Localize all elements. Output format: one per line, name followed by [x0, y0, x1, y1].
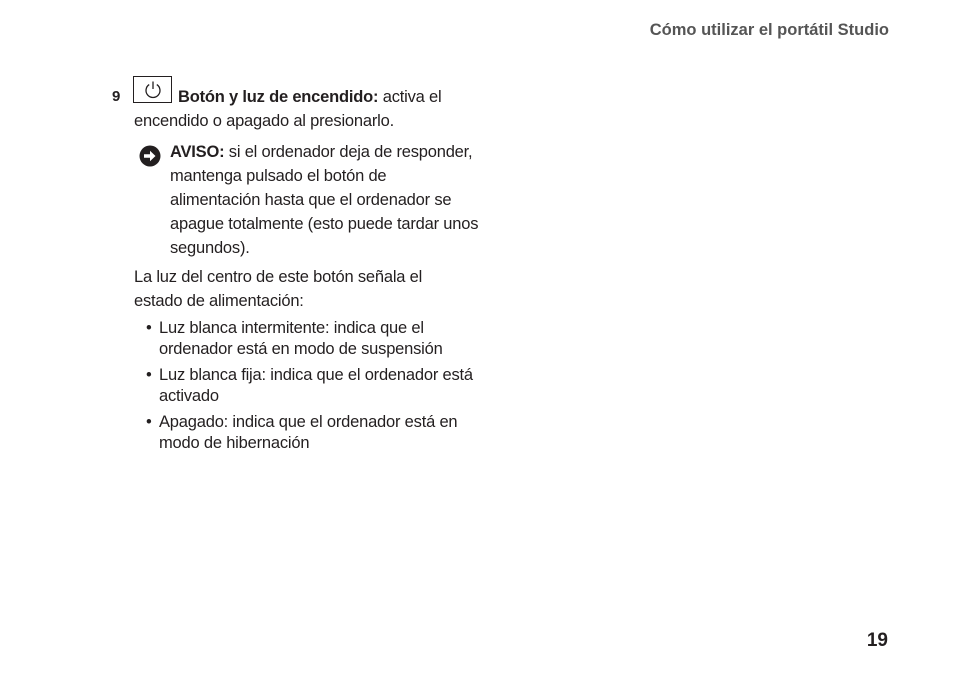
notice-label: AVISO: [170, 143, 225, 161]
notice [170, 140, 480, 260]
list-item-text: Apagado: indica que el ordenador está en modo de hibernación [159, 413, 458, 452]
item-number: 9 [112, 88, 121, 105]
list-item: • Luz blanca fija: indica que el ordenador está activado [146, 366, 473, 405]
list-item-text: Luz blanca fija: indica que el ordenador está activado [159, 366, 473, 405]
status-intro: La luz del centro de este botón señala el estado de alimentación: [134, 268, 423, 310]
running-header: Cómo utilizar el portátil Studio [649, 21, 889, 39]
notice-arrow-icon [139, 145, 161, 172]
item-heading: Botón y luz de encendido: [178, 88, 379, 106]
status-list [146, 318, 486, 459]
notice-text: si el ordenador deja de responder, mantenga pulsado el botón de alimentación hasta que el ordenador se apague totalmente (esto puede tardar unos segundos). [170, 143, 479, 257]
list-item: • Luz blanca intermitente: indica que el ordenador está en modo de suspensión [146, 319, 443, 358]
item-description [134, 85, 474, 133]
list-item: • Apagado: indica que el ordenador está en modo de hibernación [146, 413, 458, 452]
page-number: 19 [866, 630, 888, 651]
item-text: activa el encendido o apagado al presionarlo. [134, 88, 442, 130]
list-item-text: Luz blanca intermitente: indica que el ordenador está en modo de suspensión [159, 319, 443, 358]
